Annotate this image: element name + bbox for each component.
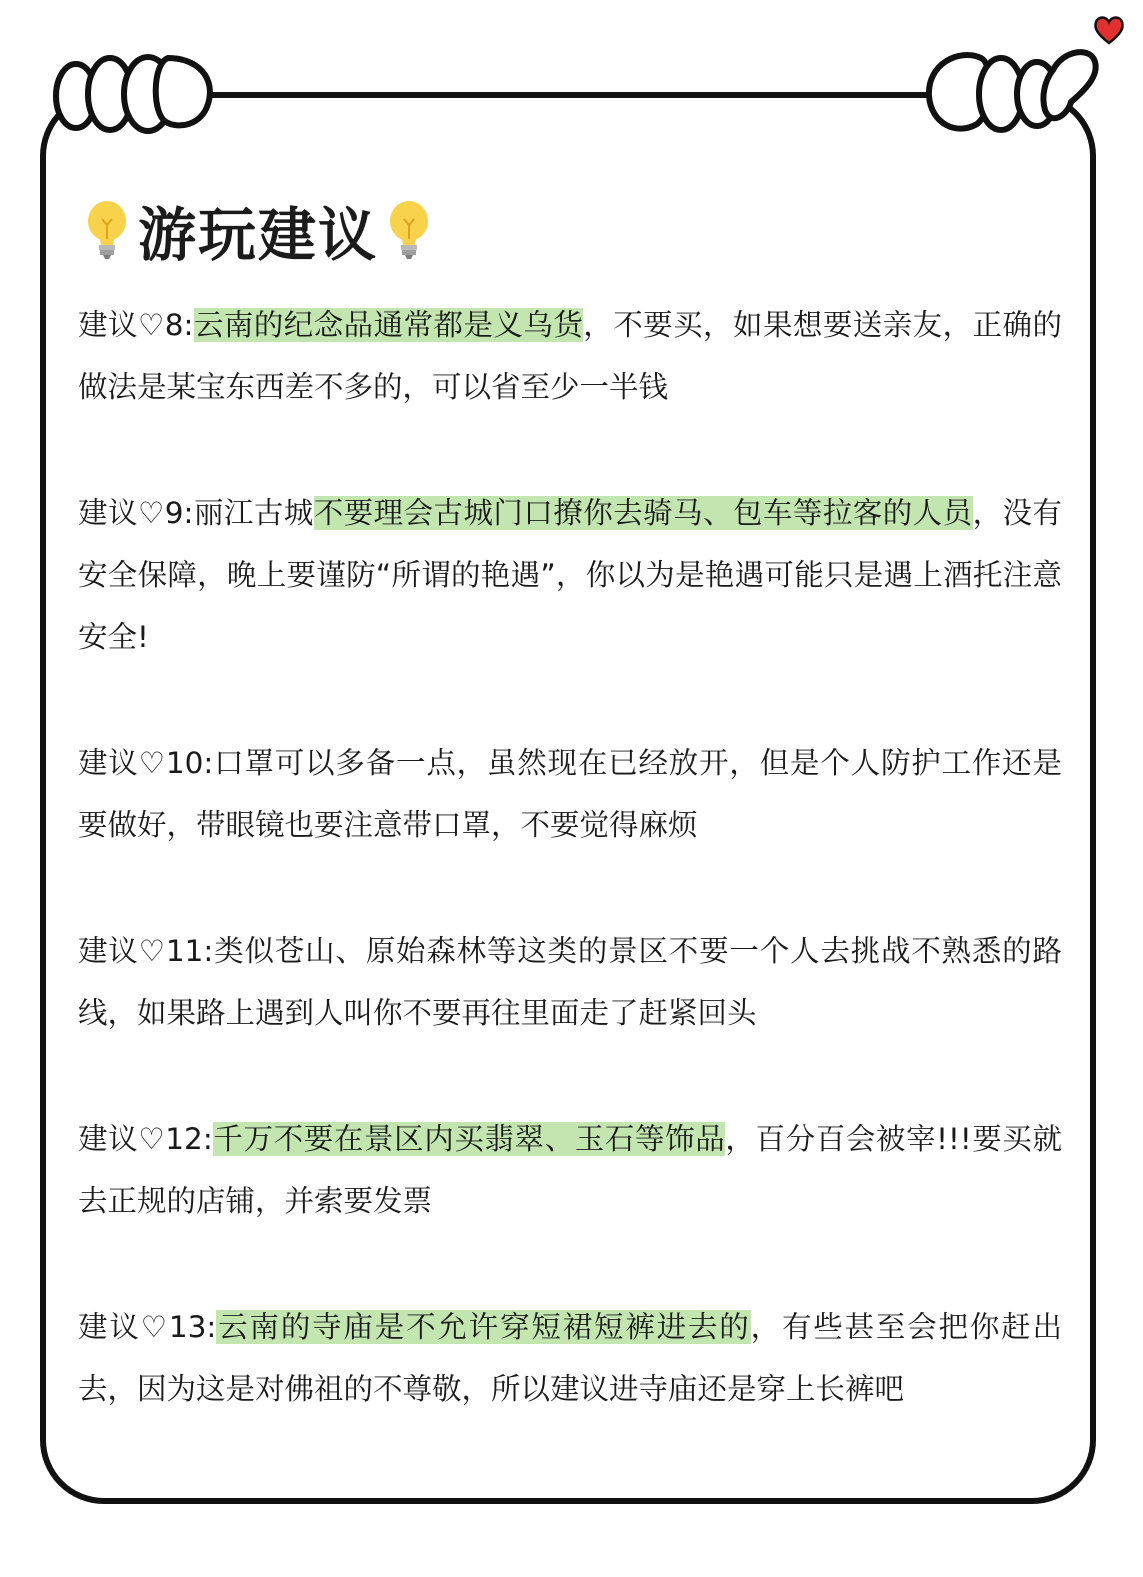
- tip-paragraph-11: [78, 920, 1062, 1044]
- tip-prefix: 建议♡8:: [78, 308, 194, 342]
- tip-prefix: 建议♡12:: [78, 1122, 213, 1156]
- tip-prefix: 建议♡10:口罩可以多备一点，虽然现在已经放开，但是个人防护工作还是要做好，带眼镜也要注意带口罩，不要觉得麻烦: [78, 746, 1062, 842]
- tip-highlight: 不要理会古城门口撩你去骑马、包车等拉客的人员: [313, 496, 973, 530]
- tip-paragraph-12: [78, 1108, 1062, 1232]
- tip-prefix: 建议♡11:类似苍山、原始森林等这类的景区不要一个人去挑战不熟悉的路线，如果路上遇到人叫你不要再往里面走了赶紧回头: [78, 934, 1062, 1030]
- tip-rest: ，不要买，如果想要送亲友，正确的做法是某宝东西差不多的，可以省至少一半钱: [78, 308, 1062, 404]
- tip-paragraph-9: [78, 482, 1062, 668]
- page-heading: [84, 190, 432, 270]
- page-title: 游玩建议: [138, 201, 379, 269]
- left-hand-icon: [48, 48, 218, 134]
- tip-prefix: 建议♡9:丽江古城: [78, 496, 314, 530]
- tip-highlight: 千万不要在景区内买翡翠、玉石等饰品: [212, 1122, 726, 1156]
- lightbulb-icon: [84, 199, 130, 261]
- tip-rest: ，没有安全保障，晚上要谨防“所谓的艳遇”，你以为是艳遇可能只是遇上酒托注意安全!: [78, 496, 1062, 654]
- tip-highlight: 云南的寺庙是不允许穿短裙短裤进去的: [216, 1310, 751, 1344]
- tip-prefix: 建议♡13:: [78, 1310, 217, 1344]
- tip-paragraph-10: [78, 732, 1062, 856]
- heart-icon: [1092, 14, 1126, 46]
- tip-rest: ，百分百会被宰!!!要买就去正规的店铺，并索要发票: [78, 1122, 1062, 1218]
- lightbulb-icon: [386, 199, 432, 261]
- tip-rest: ，有些甚至会把你赶出去，因为这是对佛祖的不尊敬，所以建议进寺庙还是穿上长裤吧: [78, 1310, 1062, 1406]
- tip-paragraph-13: [78, 1296, 1062, 1420]
- tip-paragraph-8: [78, 294, 1062, 418]
- right-hand-icon: [915, 40, 1105, 136]
- tip-highlight: 云南的纪念品通常都是义乌货: [193, 308, 584, 342]
